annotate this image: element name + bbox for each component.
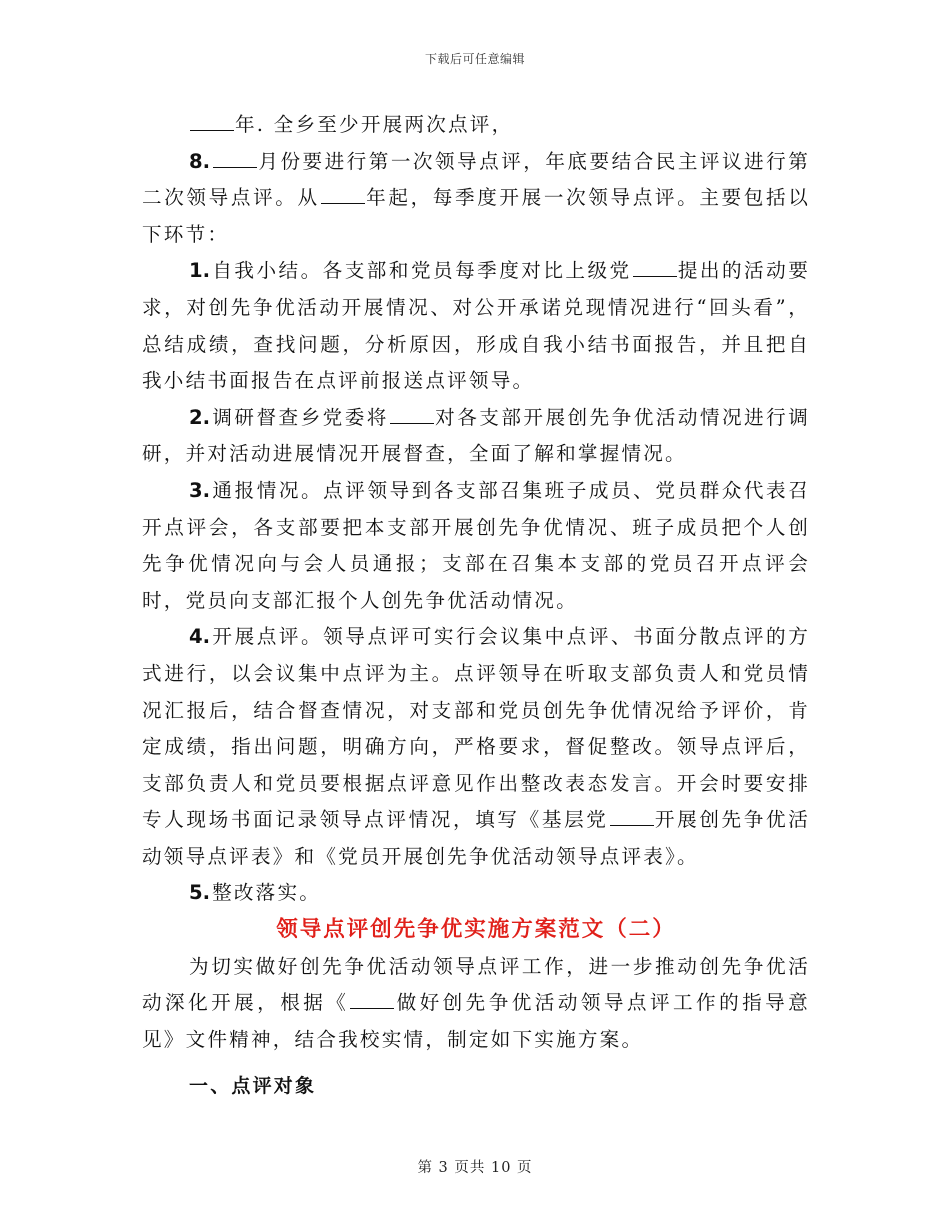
list-item-3 bbox=[142, 473, 810, 619]
fill-blank bbox=[633, 260, 677, 277]
paragraph-text: 对各支部开展创先争优活动情况进行调研，并对活动进展情况开展督查，全面了解和掌握情况。 bbox=[142, 405, 810, 466]
paragraph-text: 调研督查乡党委将 bbox=[212, 405, 389, 429]
paragraph-text: 做好创先争优活动领导点评工作的指导意见》文件精神，结合我校实情，制定如下实施方案。 bbox=[142, 991, 810, 1051]
fill-blank bbox=[213, 151, 257, 168]
section-heading-1: 一、点评对象 bbox=[189, 1075, 317, 1098]
list-item-1 bbox=[142, 253, 810, 399]
paragraph-text: 年起，每季度开展一次领导点评。主要包括以下环节： bbox=[142, 186, 810, 246]
paragraph-text: 开展创先争优活动领导点评表》和《党员开展创先争优活动领导点评表》。 bbox=[142, 808, 810, 868]
fill-blank bbox=[321, 187, 365, 204]
paragraph-text: 自我小结。各支部和党员每季度对比上级党 bbox=[212, 259, 632, 283]
item-number: 2. bbox=[189, 405, 211, 429]
list-item-2 bbox=[142, 400, 810, 473]
paragraph-text: 通报情况。点评领导到各支部召集班子成员、党员群众代表召开点评会，各支部要把本支部开展创先争优情况、班子成员把个人创先争优情况向与会人员通报；支部在召集本支部的党员召开点评会时，党员向支部汇报个人创先争优活动情况。 bbox=[142, 478, 810, 612]
paragraph-text: 年. 全乡至少开展两次点评， bbox=[235, 113, 514, 136]
page-header-note: 下载后可任意编辑 bbox=[424, 52, 525, 66]
section-title: 领导点评创先争优实施方案范文（二） bbox=[276, 917, 676, 943]
fill-blank bbox=[190, 114, 234, 131]
item-number: 8. bbox=[189, 149, 211, 173]
item-number: 5. bbox=[189, 881, 211, 905]
paragraph-text: 为切实做好创先争优活动领导点评工作，进一步推动创先争优活动深化开展，根据《 bbox=[142, 954, 810, 1015]
item-number: 4. bbox=[189, 625, 211, 649]
document-body bbox=[142, 107, 810, 1105]
list-item-5 bbox=[142, 875, 810, 912]
paragraph-continuation bbox=[142, 107, 810, 144]
list-item-4 bbox=[142, 619, 810, 875]
item-number: 3. bbox=[189, 478, 211, 502]
paragraph-text: 开展点评。领导点评可实行会议集中点评、书面分散点评的方式进行，以会议集中点评为主。点评领导在听取支部负责人和党员情况汇报后，结合督查情况，对支部和党员创先争优情况给予评价，肯定成绩，指出问题，明确方向，严格要求，督促整改。领导点评后，支部负责人和党员要根据点评意见作出整改表态发言。开会时要安排专人现场书面记录领导点评情况，填写《基层党 bbox=[142, 625, 810, 832]
paragraph-text: 提出的活动要求，对创先争优活动开展情况、对公开承诺兑现情况进行“回头看”，总结成绩，查找问题，分析原因，形成自我小结书面报告，并且把自我小结书面报告在点评前报送点评领导。 bbox=[142, 259, 810, 393]
intro-paragraph bbox=[142, 949, 810, 1059]
paragraph-item-8 bbox=[142, 144, 810, 254]
paragraph-text: 整改落实。 bbox=[212, 881, 322, 905]
fill-blank bbox=[390, 407, 434, 424]
fill-blank bbox=[610, 809, 654, 826]
paragraph-text: 月份要进行第一次领导点评，年底要结合民主评议进行第二次领导点评。从 bbox=[142, 149, 810, 210]
item-number: 1. bbox=[189, 259, 211, 283]
fill-blank bbox=[350, 992, 394, 1009]
page-number: 第 3 页共 10 页 bbox=[417, 1160, 533, 1176]
